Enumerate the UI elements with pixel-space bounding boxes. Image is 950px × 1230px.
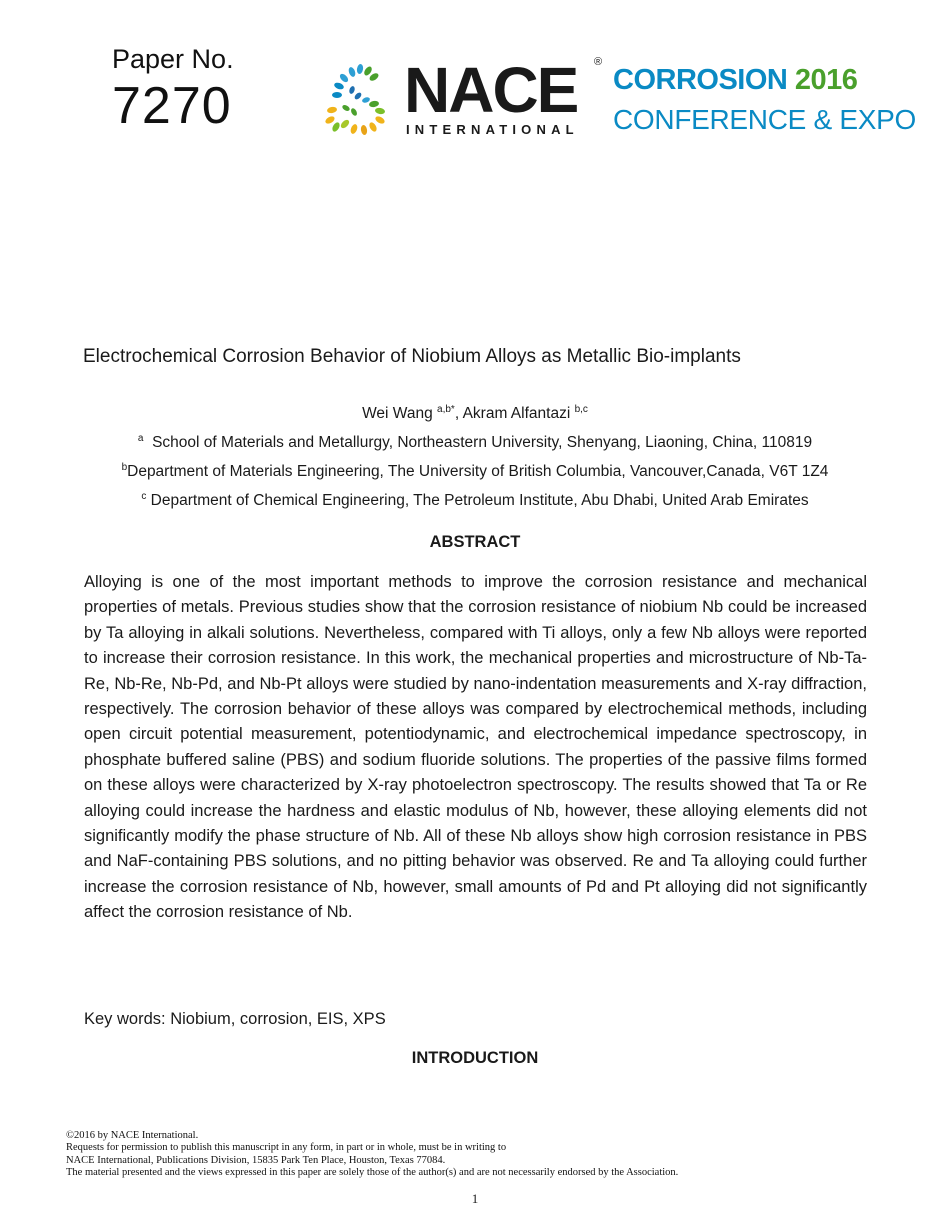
copyright-footer	[66, 1130, 886, 1180]
author-line	[0, 404, 950, 424]
paper-label: Paper No.	[112, 44, 234, 74]
conference-word: CORROSION	[613, 64, 788, 96]
conference-year: 2016	[794, 64, 858, 96]
logo-leaves	[324, 64, 386, 135]
keywords: Key words: Niobium, corrosion, EIS, XPS	[84, 1010, 386, 1028]
footer-line: ©2016 by NACE International.	[66, 1130, 199, 1141]
author-1-affiliation-marks: a,b*	[437, 403, 455, 415]
author-separator: ,	[454, 405, 463, 422]
affiliation-c-text: Department of Chemical Engineering, The Petroleum Institute, Abu Dhabi, United Arab Emirates	[150, 492, 809, 509]
footer-line: NACE International, Publications Division, 15835 Park Ten Place, Houston, Texas 77084.	[66, 1154, 446, 1166]
paper-number: 7270	[112, 77, 232, 135]
conference-subtitle: CONFERENCE & EXPO	[613, 104, 916, 135]
registered-mark: ®	[594, 56, 603, 68]
affiliation-a-mark: a	[137, 432, 144, 444]
nace-wordmark: NACE	[404, 54, 578, 126]
affiliation-b-mark: b	[121, 461, 128, 473]
abstract-body: Alloying is one of the most important methods to improve the corrosion resistance and mechanical properties of metals. Previous studies show that the corrosion resistance of niobium Nb could be increased by Ta alloying in alkali solutions. Nevertheless, compared with Ti alloys, only a few Nb alloys were reported to increase their corrosion resistance. In this work, the mechanical properties and microstructure of Nb-Ta-Re, Nb-Re, Nb-Pd, and Nb-Pt alloys were studied by nano-indentation measurements and X-ray diffraction, respectively. The corrosion behavior of these alloys was compared by electrochemical methods, including open circuit potential measurement, potentiodynamic, and electrochemical impedance spectroscopy, in phosphate buffered saline (PBS) and sodium fluoride solutions. The properties of the passive films formed on these alloys were characterized by X-ray photoelectron spectroscopy. The results showed that Ta or Re alloying could increase the hardness and elastic modulus of Nb, however, these alloying elements did not significantly modify the phase structure of Nb. All of these Nb alloys show high corrosion resistance in PBS and NaF-containing PBS solutions, and no pitting behavior was observed. Re and Ta alloying could further increase the corrosion resistance of Nb, however, small amounts of Pd and Pt alloying did not significantly affect the corrosion resistance of Nb.	[84, 573, 867, 922]
author-1-name: Wei Wang	[362, 405, 433, 422]
affiliation-a	[0, 433, 950, 453]
paper-title: Electrochemical Corrosion Behavior of Niobium Alloys as Metallic Bio-implants	[83, 346, 741, 367]
affiliation-b	[0, 462, 950, 482]
author-2-name: Akram Alfantazi	[462, 405, 571, 422]
affiliation-b-text: Department of Materials Engineering, The University of British Columbia, Vancouver,Canada, V6T 1Z4	[127, 463, 829, 480]
abstract-heading: ABSTRACT	[429, 533, 521, 551]
footer-line: Requests for permission to publish this manuscript in any form, in part or in whole, must be in writing to	[66, 1142, 507, 1154]
introduction-heading: INTRODUCTION	[411, 1049, 539, 1067]
nace-international-label: INTERNATIONAL	[406, 122, 579, 137]
affiliation-a-text: School of Materials and Metallurgy, Northeastern University, Shenyang, Liaoning, China, 110819	[152, 434, 813, 451]
affiliation-c-mark: c	[141, 490, 147, 502]
conference-title	[613, 64, 857, 96]
footer-line: The material presented and the views expressed in this paper are solely those of the author(s) and are not necessarily endorsed by the Association.	[66, 1167, 679, 1179]
nace-leaf-logo-icon	[322, 64, 402, 136]
author-2-affiliation-marks: b,c	[574, 403, 588, 415]
affiliation-c	[0, 491, 950, 511]
page-number: 1	[471, 1191, 479, 1206]
